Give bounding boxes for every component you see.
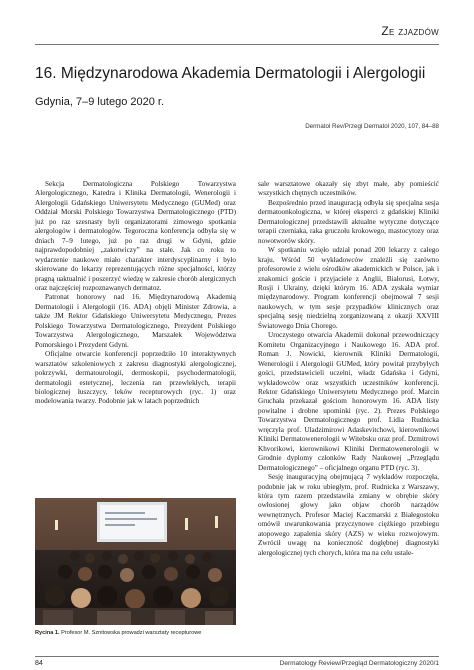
left-column <box>35 180 236 407</box>
paragraph: Oficjalne otwarcie konferencji poprzedziło 10 interaktywnych warsztatów szkoleniowych z zakresu diagnostyki alergologicznej, pokrzywki, dermatourologii, dermoskopii, psychodermatologii, dermatologii estetycznej, leczenia ran przewlekłych, terapii biologicznej łuszczycy, leków recepturowych (ryc. 1) oraz modelowania twarzy. Podobnie jak w latach poprzednich <box>35 350 236 406</box>
journal-footer: Dermatology Review/Przegląd Dermatologiczny 2020/1 <box>279 660 439 667</box>
header-divider <box>35 44 439 45</box>
paragraph: Uroczystego otwarcia Akademii dokonał przewodniczący Komitetu Organizacyjnego i Naukowego 16. ADA prof. Roman J. Nowicki, kierownik Kliniki Dermatologii, Wenerologii i Alergologii GUMed, który powitał przybyłych gości, przedstawicieli uczelni, władz Gdańska i Gdyni, wykładowców oraz wszystkich uczestników konferencji. Rektor Gdańskiego Uniwersytetu Medycznego prof. Marcin Gruchała przekazał gościom honorowym 16. ADA listy powitalne i drobne upominki (ryc. 2). Prezes Polskiego Towarzystwa Dermatologicznego prof. Lidia Rudnicka wręczyła prof. Uladzimirowi Adaskevitchowi, kierownikowi Kliniki Dermatowenerologii w Witebsku oraz prof. Dzmitrowi Khvorikowi, kierownikowi Kliniki Dermatowenerologii w Grodnie dyplomy członków Rady Naukowej „Przeglądu Dermatologicznego” – oficjalnego organu PTD (ryc. 3). <box>258 331 439 472</box>
article-title: 16. Międzynarodowa Akademia Dermatologii i Alergologii <box>35 65 426 82</box>
paragraph: Patronat honorowy nad 16. Międzynarodową Akademią Dermatologii i Alergologii (16. ADA) objęli Minister Zdrowia, a także JM Rektor Gdańskiego Uniwersytetu Medycznego, Prezes Polskiego Towarzystwa Dermatologicznego, Prezydent Polskiego Towarzystwa Alergologicznego, Marszałek Województwa Pomorskiego i Prezydent Gdyni. <box>35 293 236 349</box>
footer-divider <box>35 656 439 657</box>
caption-text: Profesor M. Sznitowska prowadzi warsztaty recepturowe <box>61 630 202 636</box>
paragraph: Sesję inauguracyjną obejmującą 7 wykładów rozpoczęła, podobnie jak w roku ubiegłym, prof. Rudnicka z Warszawy, która tym razem przedstawiła zmiany w obrębie skóry owłosionej głowy jako objaw chorób narządów wewnętrznych. Profesor Maciej Kaczmarski z Białegostoku omówił uwarunkowania przyczynowe ciężkiego przebiegu atopowego zapalenia skóry (AZS) w wieku rozwojowym. Zwrócił uwagę na konieczność dogłębnej diagnostyki alergologicznej tych chorych, która ma na celu ustale- <box>258 473 439 557</box>
article-subtitle: Gdynia, 7–9 lutego 2020 r. <box>35 96 165 108</box>
section-label: Ze zjazdów <box>381 24 439 38</box>
article-citation: Dermatol Rev/Przegl Dermatol 2020, 107, 84–88 <box>305 123 439 130</box>
figure-photo <box>35 498 236 625</box>
paragraph: sale warsztatowe okazały się zbyt małe, aby pomieścić wszystkich chętnych uczestników. <box>258 180 439 198</box>
conference-room-photo <box>35 498 236 625</box>
right-column <box>258 180 439 558</box>
paragraph: W spotkaniu wzięło udział ponad 200 lekarzy z całego kraju. Wśród 50 wykładowców znaleźli się zarówno profesorowie z wielu ośrodków akademickich w Polsce, jak i znakomici goście i przyjaciele z Anglii, Białorusi, Łotwy, Rosji i Ukrainy, dzięki którym 16. ADA zyskała wymiar międzynarodowy. Program konferencji obejmował 7 sesji naukowych, w tym sesje przypadków klinicznych oraz specjalną sesję niedzielną zorganizowaną z okazji XXVIII Światowego Dnia Chorego. <box>258 246 439 330</box>
paragraph: Bezpośrednio przed inauguracją odbyła się specjalna sesja dermatoonkologiczna, w której eksperci z gdańskiej Kliniki Dermatologicznej przedstawili aktualne wytyczne dotyczące terapii czerniaka, raka gruczołu krokowego, mastocytozy oraz nowotworów skóry. <box>258 198 439 245</box>
paragraph: Sekcja Dermatologiczna Polskiego Towarzystwa Alergologicznego, Katedra i Klinika Dermatologii, Wenerologii i Alergologii Gdańskiego Uniwersytetu Medycznego (GUMed) oraz Oddział Morski Polskiego Towarzystwa Dermatologicznego (PTD) już po raz szesnasty byli organizatorami zimowego spotkania alergologów i dermatologów. Tegoroczna konferencja odbyła się w dniach 7–9 lutego, już po raz drugi w Gdyni, gdzie najprawdopodobniej „zakotwiczy” na stałe. Jak co roku to wydarzenie naukowe miało charakter interdyscyplinarny i było skierowane do lekarzy reprezentujących różne specjalności, którzy pragną uaktualnić i poszerzyć wiedzę w zakresie chorób alergicznych oraz najczęściej rozpoznawanych dermatoz. <box>35 180 236 292</box>
page-number: 84 <box>35 660 43 667</box>
figure-caption <box>35 630 236 637</box>
caption-label: Rycina 1. <box>35 630 60 636</box>
